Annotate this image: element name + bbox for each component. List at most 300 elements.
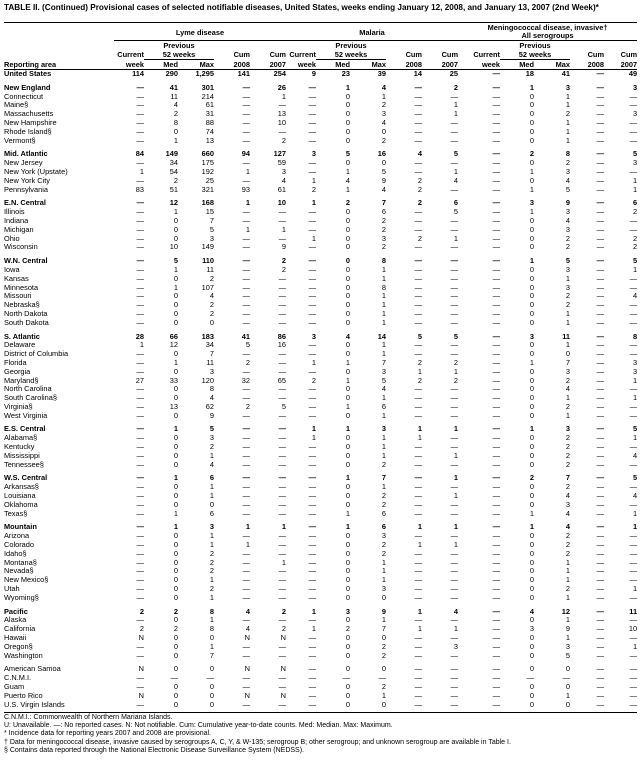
value-cell: — [492,184,501,194]
value-cell: — [308,450,317,460]
value-cell: — [278,282,287,292]
value-cell: 1 [632,641,638,651]
value-cell: — [170,673,178,683]
value-cell: 1 [209,531,214,541]
value-cell: — [492,450,501,460]
value-cell: 0 [173,224,178,234]
value-cell: 0 [345,641,351,651]
region-row [4,474,637,483]
value-cell: 4 [209,459,214,469]
value-cell: 0 [529,433,535,443]
value-cell: 0 [529,126,535,136]
value-cell: 1 [529,256,535,266]
value-cell: 0 [381,158,387,168]
value-cell: 1 [139,166,144,176]
value-cell: — [278,273,287,283]
value-cell: 1 [345,82,351,92]
value-cell: — [136,82,144,92]
value-cell: 1 [209,540,214,550]
value-cell: — [414,82,423,92]
value-cell: 0 [173,633,178,643]
value-cell: — [450,615,459,625]
value-cell: 2 [209,557,214,567]
table-row [4,461,637,470]
reporting-area-cell: Delaware [4,340,36,350]
value-cell: — [414,224,423,234]
value-cell: 2 [417,175,423,185]
value-cell: — [136,584,144,594]
value-cell: 1 [173,135,178,145]
value-cell: — [596,117,605,127]
value-cell: 1 [417,606,423,616]
value-cell: — [308,442,317,452]
value-cell: — [492,548,501,558]
value-cell: — [136,215,144,225]
value-cell: 1 [453,473,459,483]
value-cell: — [308,566,317,576]
value-cell: 1 [381,300,387,310]
value-cell: — [278,499,287,509]
value-cell: — [450,682,459,691]
value-cell: 2 [565,442,571,452]
value-cell: — [629,349,638,359]
value-cell: — [596,393,605,403]
table-row [4,159,637,168]
value-cell: — [414,242,423,252]
value-cell: N [244,690,250,700]
value-cell: 168 [201,198,214,208]
value-cell: — [136,135,144,145]
value-cell: — [492,256,501,266]
value-cell: — [136,482,144,492]
value-cell: 2 [632,233,638,243]
value-cell: 11 [170,91,178,101]
value-cell: — [596,300,605,310]
value-cell: — [492,393,501,403]
value-cell: — [136,540,144,550]
table-row [4,208,637,217]
value-cell: — [596,606,605,616]
value-cell: 0 [565,664,571,674]
value-cell: — [492,215,501,225]
value-cell: — [492,109,501,119]
value-cell: — [136,459,144,469]
value-cell: 0 [173,384,178,394]
value-cell: 7 [209,650,214,660]
value-cell: — [596,433,605,443]
value-cell: — [278,366,287,376]
value-cell: 1 [381,291,387,301]
value-cell: 1 [381,575,387,585]
value-cell: 0 [565,349,571,359]
value-cell: 1 [381,615,387,625]
value-cell: — [308,673,317,683]
value-cell: 0 [529,575,535,585]
value-cell: — [414,282,423,292]
value-cell: — [414,557,423,567]
value-cell: 0 [345,482,351,492]
value-cell: — [414,450,423,460]
value-cell: — [414,91,423,101]
reporting-area-cell: Virginia§ [4,401,33,411]
value-cell: — [450,393,459,403]
value-cell: 3 [381,366,387,376]
value-cell: — [450,184,459,194]
value-cell: 1 [632,522,638,532]
value-cell: — [278,349,287,359]
value-cell: — [596,282,605,292]
value-cell: 1 [453,233,459,243]
reporting-area-cell: Colorado [4,540,34,550]
value-cell: — [136,508,144,518]
reporting-area-cell: E.S. Central [4,424,46,434]
value-cell: — [629,91,638,101]
value-cell: — [414,340,423,350]
value-cell: N [138,690,144,700]
value-cell: — [596,291,605,301]
value-cell: 2 [311,375,317,385]
value-cell: 2 [417,233,423,243]
value-cell: 1 [281,522,287,532]
value-cell: 0 [529,450,535,460]
value-cell: — [492,291,501,301]
value-cell: — [278,317,287,327]
value-cell: 1 [173,282,178,292]
value-cell: — [308,522,317,532]
footnote: U: Unavailable. —: No reported cases. N: Not notifiable. Cum: Cumulative year-to-date counts. Med: Median. Max: Maximum. [4,722,393,730]
value-cell: — [492,273,501,283]
value-cell: — [308,473,317,483]
value-cell: 0 [345,158,351,168]
value-cell: 301 [201,82,214,92]
reporting-area-cell: Hawaii [4,633,27,643]
value-cell: — [492,624,501,634]
value-cell: 1 [345,508,351,518]
value-cell: 3 [565,641,571,651]
value-cell: 9 [311,69,317,78]
value-cell: 1 [529,82,535,92]
value-cell: — [242,175,250,185]
value-cell: — [596,109,605,119]
value-cell: — [136,450,144,460]
value-cell: 0 [529,566,535,576]
value-cell: N [280,664,287,674]
table-row [4,510,637,519]
value-cell: 27 [135,375,144,385]
value-cell: 107 [201,282,214,292]
value-cell: 0 [529,375,535,385]
value-cell: — [414,491,423,501]
value-cell: 0 [529,384,535,394]
region-row [4,199,637,208]
value-cell: 8 [565,149,571,159]
value-cell: 62 [205,401,214,411]
value-cell: 2 [245,357,250,367]
value-cell: 18 [525,69,535,78]
value-cell: — [414,508,423,518]
total-row [4,70,637,79]
value-cell: — [596,82,605,92]
value-cell: 2 [281,256,287,266]
value-cell: — [492,499,501,509]
value-cell: 0 [345,566,351,576]
value-cell: 0 [529,531,535,541]
value-cell: — [450,482,459,492]
value-cell: — [242,499,250,509]
value-cell: — [308,699,317,709]
value-cell: 0 [529,641,535,651]
value-cell: — [492,166,501,176]
value-cell: 0 [529,459,535,469]
value-cell: — [136,109,144,119]
value-cell: — [242,366,250,376]
value-cell: — [308,557,317,567]
reporting-area-cell: Kansas [4,273,29,283]
value-cell: — [136,91,144,101]
value-cell: — [492,633,501,643]
value-cell: 11 [562,331,571,341]
value-cell: 1 [381,273,387,283]
value-cell: 0 [173,126,178,136]
value-cell: — [278,491,287,501]
value-cell: 4 [173,100,178,110]
value-cell: — [492,349,501,359]
value-cell: 2 [565,233,571,243]
value-cell: 183 [201,331,214,341]
value-cell: 0 [345,317,351,327]
value-cell: 5 [381,166,387,176]
value-cell: 0 [529,491,535,501]
value-cell: — [414,592,423,602]
value-cell: 0 [345,575,351,585]
value-cell: — [308,633,317,643]
value-cell: 2 [209,308,214,318]
value-cell: 10 [169,242,178,252]
value-cell: 0 [173,450,178,460]
value-cell: 0 [345,242,351,252]
value-cell: 1 [453,109,459,119]
value-cell: — [414,699,423,709]
value-cell: 3 [565,282,571,292]
reporting-area-cell: Mountain [4,522,37,532]
value-cell: — [450,384,459,394]
value-cell: 4 [209,291,214,301]
value-cell: — [414,109,423,119]
value-cell: 2 [381,540,387,550]
value-cell: 1 [529,424,535,434]
value-cell: 2 [381,548,387,558]
table-row [4,319,637,328]
value-cell: 2 [173,606,178,616]
value-cell: 1 [565,273,571,283]
value-cell: 1 [565,317,571,327]
value-cell: — [596,442,605,452]
value-cell: 5 [381,375,387,385]
value-cell: — [596,273,605,283]
value-cell: 0 [173,317,178,327]
reporting-area-cell: Connecticut [4,91,44,101]
value-cell: 4 [529,606,535,616]
value-cell: 1 [565,566,571,576]
value-cell: 2 [139,606,144,616]
value-cell: — [308,592,317,602]
reporting-area-cell: North Carolina [4,384,52,394]
value-cell: 23 [341,69,351,78]
value-cell: — [596,531,605,541]
value-cell: — [492,682,501,691]
reporting-area-cell: Arkansas§ [4,482,39,492]
value-cell: 1 [381,317,387,327]
value-cell: — [136,393,144,403]
value-cell: 3 [529,198,535,208]
reporting-area-cell: Washington [4,650,43,660]
value-cell: — [450,291,459,301]
value-cell: — [308,82,317,92]
value-cell: 54 [169,166,178,176]
value-cell: — [596,91,605,101]
value-cell: 0 [345,207,351,217]
value-cell: — [308,340,317,350]
value-cell: — [450,459,459,469]
value-cell: 0 [529,482,535,492]
table-row [4,443,637,452]
value-cell: 0 [345,224,351,234]
value-cell: — [136,117,144,127]
value-cell: — [492,491,501,501]
value-cell: 13 [277,109,287,119]
value-cell: — [414,349,423,359]
value-cell: — [596,508,605,518]
value-cell: 0 [529,410,535,420]
value-cell: — [596,375,605,385]
value-cell: 0 [345,615,351,625]
value-cell: 1 [565,393,571,403]
value-cell: — [450,575,459,585]
value-cell: — [278,482,287,492]
value-cell: — [596,633,605,643]
value-cell: — [596,401,605,411]
value-cell: — [136,548,144,558]
value-cell: — [492,531,501,541]
value-cell: — [450,158,459,168]
value-cell: — [596,366,605,376]
value-cell: — [308,615,317,625]
value-cell: — [278,699,287,709]
value-cell: — [414,499,423,509]
value-cell: 1 [565,340,571,350]
value-cell: — [278,410,287,420]
value-cell: — [629,126,638,136]
value-cell: — [242,491,250,501]
value-cell: — [278,100,287,110]
reporting-area-cell: Louisiana [4,491,36,501]
value-cell: — [242,100,250,110]
value-cell: 1 [245,198,250,208]
value-cell: 0 [209,633,214,643]
value-cell: 192 [201,166,214,176]
value-cell: 0 [529,264,535,274]
value-cell: — [492,522,501,532]
value-cell: 2 [173,175,178,185]
value-cell: 1 [453,540,459,550]
value-cell: — [492,91,501,101]
value-cell: 9 [565,198,571,208]
value-cell: 1,295 [195,69,214,78]
value-cell: 74 [205,126,214,136]
value-cell: 0 [345,308,351,318]
value-cell: — [278,233,287,243]
value-cell: 2 [209,442,214,452]
value-cell: 0 [345,126,351,136]
value-cell: 0 [173,491,178,501]
value-cell: 2 [209,548,214,558]
value-cell: — [450,242,459,252]
value-cell: — [242,384,250,394]
value-cell: 0 [381,664,387,674]
value-cell: 2 [209,273,214,283]
value-cell: 1 [453,624,459,634]
value-cell: 5 [565,650,571,660]
value-cell: 1 [245,166,250,176]
value-cell: 2 [209,300,214,310]
value-cell: — [492,233,501,243]
reporting-area-cell: New Mexico§ [4,575,49,585]
value-cell: — [308,158,317,168]
value-cell: 1 [209,491,214,501]
value-cell: 1 [209,592,214,602]
value-cell: 0 [173,584,178,594]
value-cell: 0 [529,682,535,691]
reporting-area-cell: United States [4,69,52,78]
value-cell: 2 [381,215,387,225]
table-row [4,377,637,386]
value-cell: — [450,401,459,411]
value-cell: 61 [205,100,214,110]
value-cell: — [492,175,501,185]
value-cell: — [308,166,317,176]
value-cell: — [414,215,423,225]
table-row [4,266,637,275]
value-cell: — [278,566,287,576]
value-cell: — [278,442,287,452]
value-cell: 1 [381,482,387,492]
value-cell: — [136,615,144,625]
value-cell: 3 [209,522,214,532]
value-cell: — [629,548,638,558]
value-cell: 93 [241,184,250,194]
value-cell: 3 [565,424,571,434]
reporting-area-cell: Florida [4,357,27,367]
value-cell: 1 [453,166,459,176]
value-cell: 65 [277,375,287,385]
reporting-area-cell: Massachusetts [4,109,54,119]
table-row [4,567,637,576]
value-cell: 3 [453,641,459,651]
value-cell: 1 [281,557,287,567]
value-cell: 12 [169,198,178,208]
value-cell: 8 [632,331,638,341]
value-cell: — [492,100,501,110]
reporting-area-cell: Minnesota [4,282,39,292]
value-cell: 0 [209,317,214,327]
reporting-area-cell: American Samoa [4,664,61,674]
value-cell: — [136,366,144,376]
value-cell: — [629,442,638,452]
reporting-area-cell: Kentucky [4,442,35,452]
value-cell: — [242,126,250,136]
value-cell: — [414,650,423,660]
value-cell: — [492,149,501,159]
